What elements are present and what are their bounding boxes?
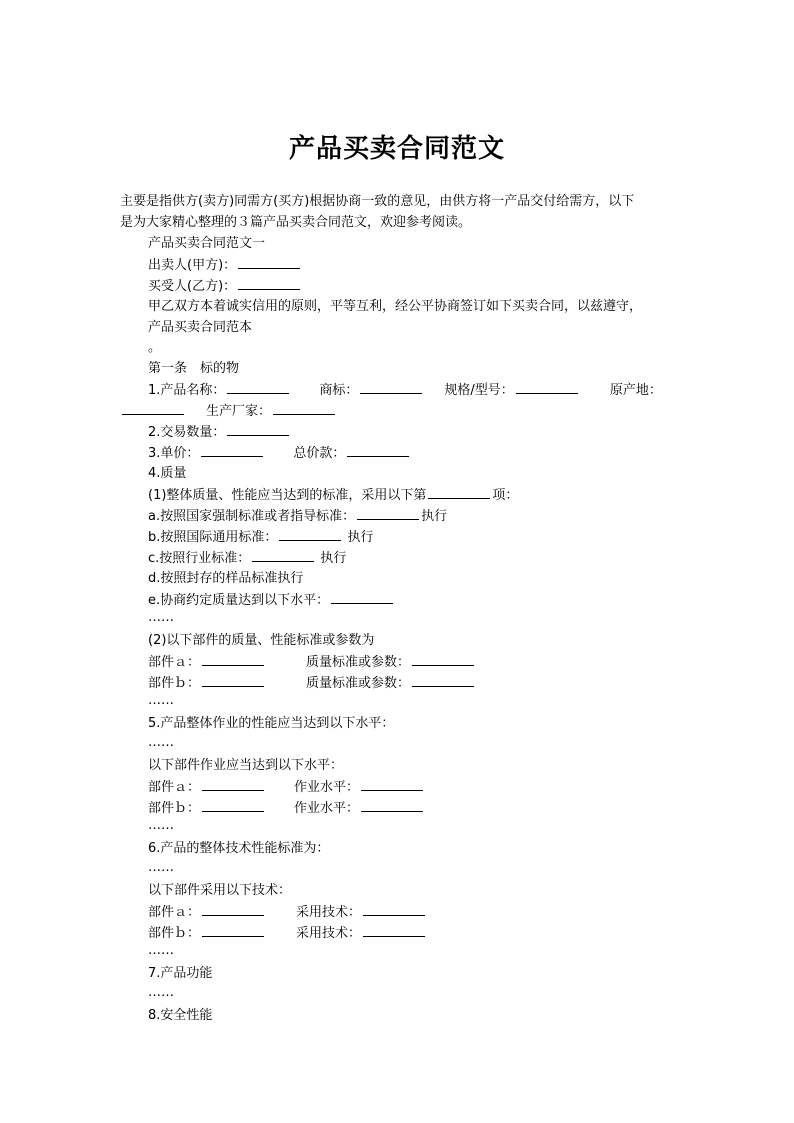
quality-e-line: [148, 590, 395, 611]
part-a-quality-line: [148, 652, 476, 673]
blank-line: [122, 401, 184, 415]
preamble: 甲乙双方本着诚实信用的原则，平等互利，经公平协商签订如下买卖合同，以兹遵守，: [148, 299, 643, 314]
period-mark: 。: [148, 340, 162, 355]
item-3-line: [148, 443, 411, 464]
ellipsis: ……: [148, 735, 174, 750]
blank-line: [412, 673, 474, 687]
blank-line: [360, 380, 422, 394]
blank-line: [363, 902, 425, 916]
item-2-line: [148, 422, 291, 443]
blank-line: [202, 902, 264, 916]
ellipsis: ……: [148, 693, 174, 708]
blank-line: [202, 777, 264, 791]
blank-line: [516, 380, 578, 394]
seller-line: [148, 255, 302, 276]
work-level-label: 作业水平：: [294, 801, 360, 816]
intro-line-2: 是为大家精心整理的３篇产品买卖合同范文，欢迎参考阅读。: [120, 215, 472, 230]
quality-c-suffix: 执行: [320, 551, 347, 566]
quality-a-text: a.按照国家强制标准或者指导标准：: [148, 509, 356, 524]
quality-1-text: (1)整体质量、性能应当达到的标准，采用以下第: [148, 488, 427, 503]
quality-b-line: [148, 527, 374, 548]
part-a-label: 部件ａ：: [148, 780, 201, 795]
parts-work-heading: 以下部件作业应当达到以下水平：: [148, 758, 344, 773]
work-level-label: 作业水平：: [294, 780, 360, 795]
ellipsis: ……: [148, 943, 174, 958]
part-a-tech-line: [148, 902, 427, 923]
blank-line: [252, 548, 314, 562]
quantity-label: 2.交易数量：: [148, 425, 226, 440]
parts-tech-heading: 以下部件采用以下技术：: [148, 883, 292, 898]
buyer-label: 买受人(乙方)：: [148, 279, 237, 294]
quality-param-label: 质量标准或参数：: [306, 676, 411, 691]
part-b-label: 部件ｂ：: [148, 676, 201, 691]
total-price-label: 总价款：: [293, 446, 346, 461]
ellipsis: ……: [148, 985, 174, 1000]
article-1-heading: 第一条 标的物: [148, 361, 240, 376]
item-7-heading: 7.产品功能: [148, 966, 213, 981]
contract-heading: 产品买卖合同范文一: [148, 236, 266, 251]
blank-line: [347, 443, 409, 457]
quality-c-text: c.按照行业标准：: [148, 551, 251, 566]
product-name-label: 1.产品名称：: [148, 383, 226, 398]
brand-label: 商标：: [319, 383, 359, 398]
blank-line: [361, 798, 423, 812]
preamble-2: 产品买卖合同范本: [148, 320, 253, 335]
quality-param-label: 质量标准或参数：: [306, 655, 411, 670]
blank-line: [361, 777, 423, 791]
maker-label: 生产厂家：: [206, 404, 272, 419]
quality-b-text: b.按照国际通用标准：: [148, 530, 278, 545]
item-8-heading: 8.安全性能: [148, 1008, 213, 1023]
blank-line: [202, 652, 264, 666]
part-a-work-line: [148, 777, 425, 798]
part-a-label: 部件ａ：: [148, 655, 201, 670]
blank-line: [279, 527, 341, 541]
item-4-heading: 4.质量: [148, 466, 187, 481]
blank-line: [202, 798, 264, 812]
quality-a-line: [148, 506, 447, 527]
tech-used-label: 采用技术：: [296, 905, 362, 920]
blank-line: [357, 506, 419, 520]
blank-line: [201, 443, 263, 457]
page-title: 产品买卖合同范文: [288, 134, 505, 164]
quality-1-line: [148, 485, 518, 506]
quality-c-line: [148, 548, 346, 569]
part-b-label: 部件ｂ：: [148, 926, 201, 941]
blank-line: [202, 673, 264, 687]
quality-a-suffix: 执行: [421, 509, 448, 524]
blank-line: [412, 652, 474, 666]
part-a-label: 部件ａ：: [148, 905, 201, 920]
unit-price-label: 3.单价：: [148, 446, 200, 461]
origin-label: 原产地：: [609, 383, 662, 398]
ellipsis: ……: [148, 818, 174, 833]
item-5-heading: 5.产品整体作业的性能应当达到以下水平：: [148, 716, 395, 731]
blank-line: [331, 590, 393, 604]
tech-used-label: 采用技术：: [296, 926, 362, 941]
blank-line: [428, 485, 490, 499]
ellipsis: ……: [148, 860, 174, 875]
blank-line: [238, 255, 300, 269]
blank-line: [202, 923, 264, 937]
buyer-line: [148, 276, 302, 297]
quality-d-line: d.按照封存的样品标准执行: [148, 571, 304, 586]
item-1-line-2: [120, 401, 337, 422]
quality-1-suffix: 项：: [492, 488, 519, 503]
blank-line: [227, 380, 289, 394]
quality-2-line: (2)以下部件的质量、性能标准或参数为: [148, 633, 375, 648]
blank-line: [227, 422, 289, 436]
spec-label: 规格/型号：: [444, 383, 514, 398]
blank-line: [363, 923, 425, 937]
part-b-quality-line: [148, 673, 476, 694]
quality-e-text: e.协商约定质量达到以下水平：: [148, 593, 330, 608]
seller-label: 出卖人(甲方)：: [148, 258, 237, 273]
item-1-line: [148, 380, 662, 401]
quality-b-suffix: 执行: [347, 530, 374, 545]
intro-line-1: 主要是指供方(卖方)同需方(买方)根据协商一致的意见，由供方将一产品交付给需方，以下: [120, 194, 635, 209]
part-b-label: 部件ｂ：: [148, 801, 201, 816]
blank-line: [273, 401, 335, 415]
part-b-tech-line: [148, 923, 427, 944]
item-6-heading: 6.产品的整体技术性能标准为：: [148, 841, 330, 856]
part-b-work-line: [148, 798, 425, 819]
blank-line: [238, 276, 300, 290]
ellipsis: ……: [148, 610, 174, 625]
